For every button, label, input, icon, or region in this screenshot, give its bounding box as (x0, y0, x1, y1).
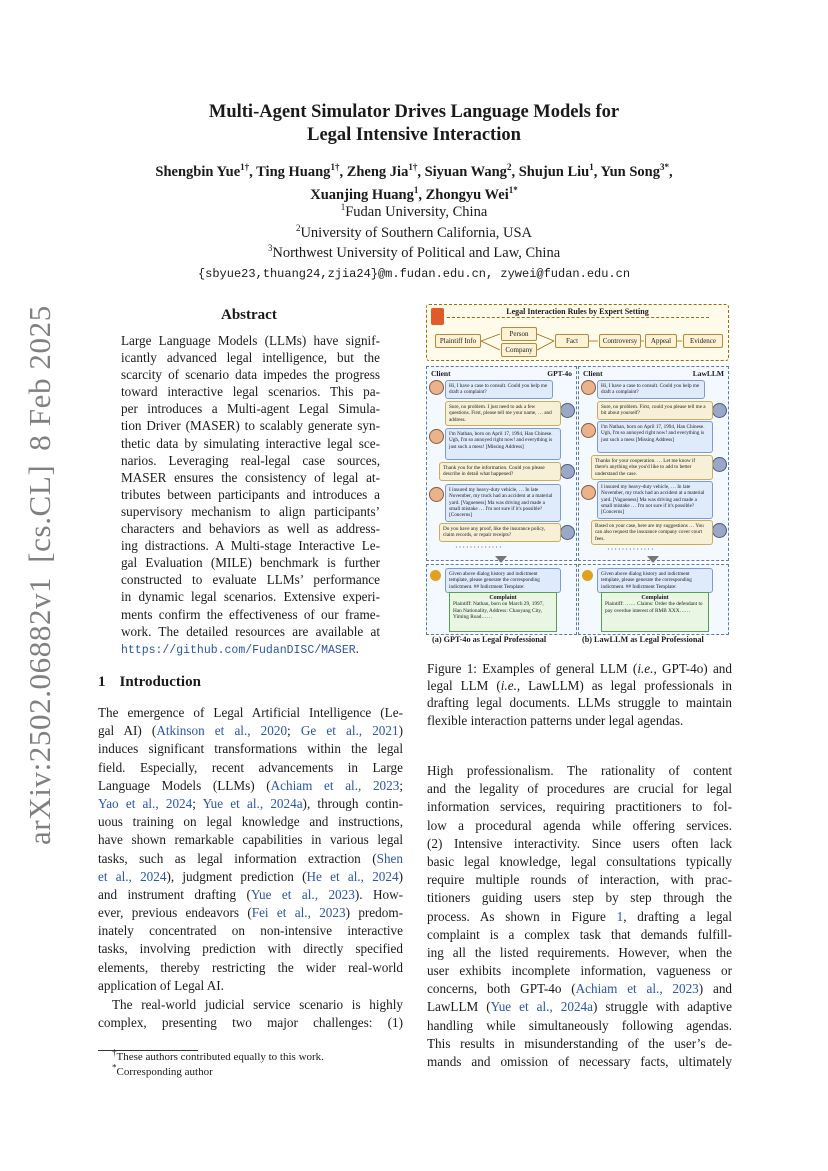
abstract-end-period: . (355, 640, 359, 656)
affiliation-mark: 3 (267, 243, 273, 254)
citation-link[interactable]: Yue et al., 2024a (202, 795, 303, 811)
lawyer-avatar-icon (560, 525, 575, 540)
text-line: require multiple rounds of interaction, with prac- (427, 872, 732, 888)
text-line: Yao et al., 2024; Yue et al., 2024a), through contin- (98, 795, 403, 811)
affiliation (0, 223, 828, 244)
abstract-line: icantly advanced legal intelligence, but the (121, 350, 380, 366)
affiliation (0, 243, 828, 264)
client-label: Client (583, 369, 603, 378)
gpt4o-output-panel (426, 564, 577, 635)
dialog-turn: Sure, no problem. First, could you please tell me a bit about yourself? (597, 401, 713, 420)
author-line-2: Xuanjing Huang$^1$, Zhongyu Wei$^{1*}$ (310, 185, 518, 203)
instruction-text: Given above dialog history and indictment template, please generate the corresponding indictment. ## Indictment Template: (597, 568, 713, 593)
right-column-body (427, 762, 732, 1071)
citation-link[interactable]: Atkinson et al., 2020 (156, 723, 288, 739)
instruction-text: Given above dialog history and indictment template, please generate the corresponding indictment. ## Indictment Template: (445, 568, 561, 593)
section-heading-introduction (98, 674, 215, 691)
dialog-turn: Thanks for your cooperation. … Let me know if there's anything else you'd like to add to better understand the case. (591, 455, 713, 480)
citation-link[interactable]: Ge et al., 2021 (300, 723, 399, 739)
text-line: et al., 2024), judgment prediction (He et al., 2024) (98, 868, 403, 884)
author-mark: 1† (408, 162, 418, 173)
text-line: elements, thereby restricting the wider real-world (98, 959, 403, 975)
section-number: 1 (98, 674, 106, 690)
client-avatar-icon (581, 485, 596, 500)
abstract-line: in dynamic legal scenarios. Extensive experi- (121, 589, 380, 605)
footnote (112, 1061, 324, 1080)
text-line: tasks, involving prediction with directly specified (98, 941, 403, 957)
subfigure-caption-a: (a) GPT-4o as Legal Professional (432, 635, 547, 644)
text-line: Language Models (LLMs) (Achiam et al., 2023; (98, 777, 403, 793)
client-avatar-icon (429, 429, 444, 444)
flow-controversy: Controversy (599, 334, 641, 348)
footnote (112, 1047, 324, 1065)
flow-company: Company (501, 343, 537, 357)
dialog-turn: Sure, no problem. I just need to ask a few questions. First, please tell me your name, … and address. (445, 401, 561, 426)
abstract-line: per introduces a Multi-agent Legal Simula- (121, 401, 380, 417)
text-line: information services, requiring practitioners to fol- (427, 799, 732, 815)
down-arrow-icon (495, 556, 507, 563)
abstract-line: characters and behaviors as well as address- (121, 521, 380, 537)
affiliation (0, 202, 828, 223)
client-avatar-icon (581, 380, 596, 395)
client-avatar-icon (429, 487, 444, 502)
lawyer-avatar-icon (712, 457, 727, 472)
text-line: titioners guiding users step by step through the (427, 890, 732, 906)
affiliation-text: University of Southern California, USA (300, 224, 533, 241)
introduction-body (98, 704, 403, 1032)
text-line: and instrument drafting (Yue et al., 2023). How- (98, 886, 403, 902)
text-line: process. As shown in Figure 1, drafting a legal (427, 908, 732, 924)
affiliations (0, 202, 828, 284)
footnotes (112, 1047, 324, 1079)
abstract-line: ing distractions. A Multi-stage Interactive Le- (121, 538, 380, 554)
text-line: low a procedural agenda while offering services. (427, 817, 732, 833)
citation-link[interactable]: 1 (616, 908, 624, 924)
text-line: High professionalism. The rationality of content (427, 763, 732, 778)
text-line: tasks, such as legal information extraction (Shen (98, 850, 403, 866)
abstract-line: constructed to evaluate LLMs’ performance (121, 572, 380, 588)
text-line: complaint is a complex task that demands fulfill- (427, 926, 732, 942)
footnote-text: These authors contributed equally to this work. (116, 1051, 324, 1063)
ellipsis-dots: ············· (607, 545, 655, 554)
dialog-turn: Thank you for the information. Could you please describe in detail what happened? (439, 462, 561, 481)
affiliation-mark: 2 (295, 222, 301, 233)
complaint-text: Plaintiff: …… Claims: Order the defendant to pay overdue interest of RMB XXX…… (605, 601, 703, 614)
author-mark: 1* (508, 185, 518, 196)
citation-link[interactable]: Fei et al., 2023 (251, 905, 346, 921)
affiliation-text: Fudan University, China (345, 204, 488, 220)
dialog-turn: Based on your case, here are my suggestions … You can also request the insurance company cover court fees. (591, 520, 713, 545)
abstract-line: Large Language Models (LLMs) have signif- (121, 333, 380, 348)
paragraph (98, 704, 403, 995)
paragraph (98, 996, 403, 1032)
abstract-line: tion Driver (MASER) to scalably generate syn- (121, 418, 380, 434)
text-line: drafting legal documents. LLMs struggle to maintain (427, 695, 732, 711)
footnote-text: Corresponding author (116, 1065, 213, 1078)
text-line: uous training on legal knowledge and instructions, (98, 814, 403, 830)
text-line: LawLLM (Yue et al., 2024a) struggle with adaptive (427, 999, 732, 1015)
complaint-box (449, 592, 557, 632)
citation-link[interactable]: Yao et al., 2024 (98, 795, 193, 811)
author-mark: 1† (240, 162, 250, 173)
flow-evidence: Evidence (683, 334, 723, 348)
text-line: legal LLM (i.e., LawLLM) as legal professionals in (427, 678, 733, 694)
arxiv-id: arXiv:2502.06882v1 (22, 576, 57, 845)
text-line: and the legality of procedures are crucial for legal (427, 781, 732, 797)
flow-plaintiff-info: Plaintiff Info (435, 334, 481, 348)
lawyer-avatar-icon (712, 523, 727, 538)
abstract-body (121, 332, 380, 659)
lawllm-dialog-panel (578, 366, 729, 561)
author-name: Ting Huang (256, 164, 331, 180)
arxiv-stamp (22, 291, 58, 845)
title-line-2: Legal Intensive Interaction (307, 125, 521, 145)
citation-link[interactable]: et al., 2024 (98, 868, 167, 884)
down-arrow-icon (647, 556, 659, 563)
text-line: concerns, both GPT-4o (Achiam et al., 2023) and (427, 981, 733, 997)
flow-appeal: Appeal (645, 334, 677, 348)
footnote-mark: † (112, 1047, 117, 1058)
complaint-title: Complaint (641, 595, 669, 601)
text-line: inately concentrated on non-intensive interactive (98, 923, 403, 939)
dialog-turn: I'm Nathan, born on April 17, 1994, Han Chinese. Ugh, I'm so annoyed right now! and everything is just such a mess [Missing Address] (597, 421, 713, 453)
citation-link[interactable]: Achiam et al., 2023 (270, 777, 400, 793)
citation-link[interactable]: Shen (376, 850, 403, 866)
text-line: complex, presenting two major challenges: (1) (98, 1015, 403, 1031)
lawyer-avatar-icon (560, 464, 575, 479)
text-line: application of Legal AI. (98, 977, 224, 993)
flow-fact: Fact (555, 334, 589, 348)
dialog-turn: Hi, I have a case to consult. Could you help me draft a complaint? (445, 380, 553, 399)
client-label: Client (431, 369, 451, 378)
text-line: gal AI) (Atkinson et al., 2020; Ge et al., 2021) (98, 723, 403, 739)
abstract-heading: Abstract (221, 307, 277, 323)
section-title: Introduction (119, 674, 201, 690)
dialog-turn: Hi, I have a case to consult. Could you help me draft a complaint? (597, 380, 705, 399)
model-label: GPT-4o (547, 369, 572, 378)
abstract-line: ments confirm the effectiveness of our frame- (121, 606, 380, 622)
text-line: flexible interaction patterns under legal agendas. (427, 712, 684, 728)
dialog-turn: I insured my heavy-duty vehicle, … In late November, my truck had an accident at a material yard. [Vagueness] Ma was driving and made a small mistake … I'm not sure if it's possible? [Concerns] (445, 484, 561, 522)
author-line-1: Shengbin Yue$^{1\dagger}$, Ting Huang$^{1\dagger}$, Zheng Jia$^{1\dagger}$, Siyuan Wang$^2$, Shujun Liu$^1$, Yun Song$^{3*}$, (155, 162, 673, 180)
paper-title (0, 101, 828, 147)
author-name: Zhongyu Wei (425, 187, 509, 203)
text-line: ing all the listed requirements. However, when the (427, 944, 732, 960)
text-line: basic legal knowledge, legal consultations typically (427, 853, 732, 869)
author-name: Shengbin Yue (155, 164, 241, 180)
complaint-title: Complaint (489, 595, 517, 601)
text-line: This results in misunderstanding of the user’s de- (427, 1035, 732, 1051)
author-name: Shujun Liu (518, 164, 590, 180)
abstract-line: supervisory mechanism to align participants’ (121, 503, 380, 519)
text-line: have shown remarkable capabilities in various legal (98, 832, 403, 848)
legal-rules-box (426, 304, 729, 361)
author-list (0, 161, 828, 207)
author-mark: 3* (659, 162, 669, 173)
text-line: user exhibits incomplete information, vagueness or (427, 963, 732, 979)
citation-link[interactable]: He et al., 2024 (306, 868, 399, 884)
author-mark: 1 (589, 162, 594, 173)
model-label: LawLLM (692, 369, 724, 378)
flow-arrows (427, 305, 728, 360)
author-mark: 1 (413, 185, 419, 196)
lawyer-avatar-icon (560, 403, 575, 418)
author-mark: 2 (506, 162, 512, 173)
abstract-line: gal Evaluation (MILE) benchmark is further (121, 555, 380, 571)
author-name: Yun Song (600, 164, 660, 180)
author-name: Zheng Jia (346, 164, 409, 180)
ellipsis-dots: ············· (455, 543, 503, 552)
italic-text: i.e. (500, 678, 517, 694)
abstract-line: toward interactive legal scenarios. This pa- (121, 384, 380, 400)
text-line: Figure 1: Examples of general LLM (i.e., GPT-4o) and (427, 661, 732, 676)
arxiv-category: [cs.CL] (22, 464, 57, 563)
citation-link[interactable]: Achiam et al., 2023 (575, 981, 699, 997)
abstract-line: scarcity of scenario data impedes the progress (121, 367, 380, 383)
citation-link[interactable]: Yue et al., 2024a (490, 999, 593, 1015)
text-line: ever, previous endeavors (Fei et al., 2023) predom- (98, 905, 403, 921)
italic-text: i.e. (637, 661, 654, 676)
text-line: The emergence of Legal Artificial Intelligence (Le- (98, 705, 403, 720)
gpt4o-dialog-panel (426, 366, 577, 561)
text-line: induces significant transformations within the legal (98, 741, 403, 757)
lawllm-output-panel (578, 564, 729, 635)
gear-icon (430, 570, 441, 581)
dialog-turn: I'm Nathan, born on April 17, 1994, Han Chinese. Ugh, I'm so annoyed right now! and everything is just such a mess! [Missing Address] (445, 428, 561, 460)
title-line-1: Multi-Agent Simulator Drives Language Models for (208, 102, 620, 122)
subfigure-caption-b: (b) LawLLM as Legal Professional (582, 635, 704, 644)
gear-icon (582, 570, 593, 581)
client-avatar-icon (429, 380, 444, 395)
flow-person: Person (501, 327, 537, 341)
footnote-mark: * (112, 1061, 117, 1072)
text-line: field. Especially, recent advancements in Large (98, 759, 403, 775)
abstract-line: work. The detailed resources are available at (121, 623, 380, 639)
dialog-turn: Do you have any proof, like the insurance policy, claim records, or repair receipts? (439, 523, 561, 542)
client-avatar-icon (581, 423, 596, 438)
affiliation-mark: 1 (340, 202, 346, 213)
affiliation-text: Northwest University of Political and Law, China (272, 245, 561, 261)
abstract-line: tributes between participants and introduces a (121, 486, 380, 502)
complaint-box (601, 592, 709, 632)
abstract-line: MASER ensures the consistency of legal at- (121, 469, 380, 485)
arxiv-date: 8 Feb 2025 (22, 305, 57, 451)
abstract-line: narios. Leveraging real-legal case sources, (121, 452, 380, 468)
figure-caption (427, 660, 732, 729)
abstract-line: thetic data by simulating interactive legal sce- (121, 435, 380, 451)
rules-title: Legal Interaction Rules by Expert Setting (506, 307, 649, 316)
text-line: (2) Intensive interactivity. Since users often lack (427, 835, 732, 851)
lawyer-avatar-icon (712, 403, 727, 418)
text-line: mands and omission of necessary facts, ultimately (427, 1054, 732, 1069)
text-line: The real-world judicial service scenario is highly (112, 997, 403, 1012)
repo-link[interactable]: https://github.com/FudanDISC/MASER (121, 643, 356, 657)
author-mark: 1† (330, 162, 340, 173)
text-line: handling while simultaneously following agendas. (427, 1017, 732, 1033)
author-name: Xuanjing Huang (310, 187, 414, 203)
author-emails: {sbyue23,thuang24,zjia24}@m.fudan.edu.cn, zywei@fudan.edu.cn (197, 266, 631, 281)
figure-1 (426, 304, 731, 647)
dialog-turn: I insured my heavy-duty vehicle, … In late November, my truck had an accident at a material yard. [Vagueness] Ma was driving and made a small mistake … I'm not sure if it's possible? [Concerns] (597, 481, 713, 519)
complaint-text: Plaintiff: Nathan, born on March 29, 1997, Han Nationality, Address: Chaoyang City, Yiming Road…… (453, 601, 544, 621)
citation-link[interactable]: Yue et al., 2023 (250, 886, 355, 902)
author-name: Siyuan Wang (424, 164, 507, 180)
